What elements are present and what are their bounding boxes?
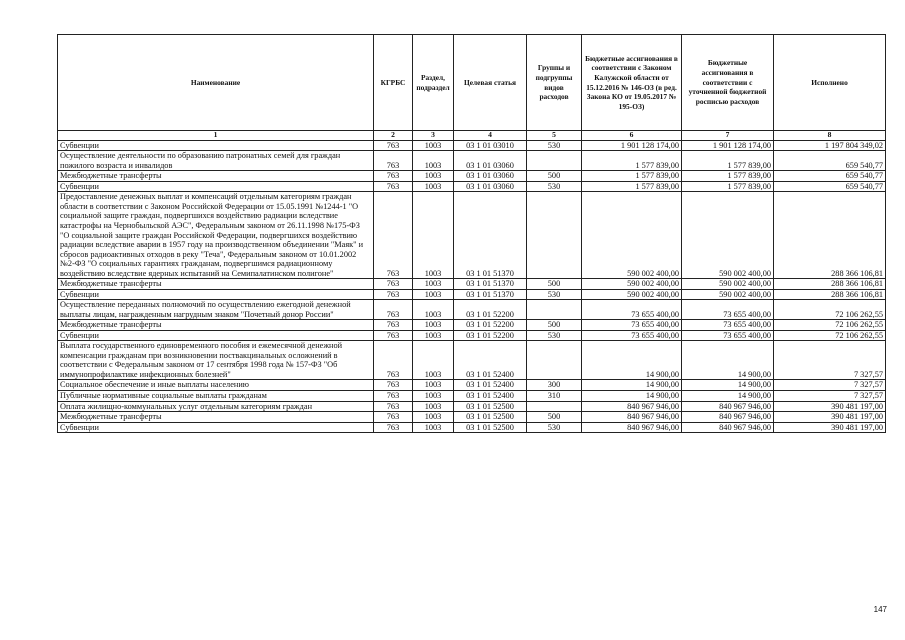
row-executed: 659 540,77 bbox=[774, 181, 886, 192]
row-section: 1003 bbox=[413, 401, 454, 412]
row-target-article: 03 1 01 52400 bbox=[454, 341, 527, 380]
row-kgrbs: 763 bbox=[374, 422, 413, 433]
row-section: 1003 bbox=[413, 289, 454, 300]
row-expense-group bbox=[527, 401, 582, 412]
table-row bbox=[58, 330, 886, 341]
row-target-article: 03 1 01 52500 bbox=[454, 412, 527, 423]
row-expense-group bbox=[527, 300, 582, 320]
row-target-article: 03 1 01 51370 bbox=[454, 279, 527, 290]
row-target-article: 03 1 01 52400 bbox=[454, 391, 527, 402]
row-expense-group: 500 bbox=[527, 279, 582, 290]
row-law-allocation: 73 655 400,00 bbox=[582, 330, 682, 341]
column-index: 2 bbox=[374, 131, 413, 141]
row-name: Субвенции bbox=[58, 330, 374, 341]
row-law-allocation: 840 967 946,00 bbox=[582, 412, 682, 423]
row-executed: 7 327,57 bbox=[774, 341, 886, 380]
row-executed: 390 481 197,00 bbox=[774, 401, 886, 412]
row-law-allocation: 14 900,00 bbox=[582, 380, 682, 391]
row-name: Осуществление переданных полномочий по осуществлению ежегодной денежной выплаты лицам, награжденным нагрудным знаком "Почетный донор России" bbox=[58, 300, 374, 320]
header-kgrbs: КГРБС bbox=[374, 35, 413, 131]
row-name: Публичные нормативные социальные выплаты гражданам bbox=[58, 391, 374, 402]
column-index: 3 bbox=[413, 131, 454, 141]
column-index: 4 bbox=[454, 131, 527, 141]
row-law-allocation: 14 900,00 bbox=[582, 391, 682, 402]
row-plan-allocation: 73 655 400,00 bbox=[682, 320, 774, 331]
row-executed: 288 366 106,81 bbox=[774, 289, 886, 300]
row-name: Оплата жилищно-коммунальных услуг отдельным категориям граждан bbox=[58, 401, 374, 412]
row-law-allocation: 1 577 839,00 bbox=[582, 151, 682, 171]
row-target-article: 03 1 01 03010 bbox=[454, 140, 527, 151]
row-executed: 288 366 106,81 bbox=[774, 279, 886, 290]
row-law-allocation: 14 900,00 bbox=[582, 341, 682, 380]
row-target-article: 03 1 01 52400 bbox=[454, 380, 527, 391]
row-name: Межбюджетные трансферты bbox=[58, 412, 374, 423]
table-body bbox=[58, 140, 886, 432]
row-executed: 390 481 197,00 bbox=[774, 412, 886, 423]
table-row bbox=[58, 341, 886, 380]
row-name: Выплата государственного единовременного пособия и ежемесячной денежной компенсации гражданам при возникновении поствакцинальных осложнений в соответствии с Федеральным законом от 17 сентября 1998 года № 157-ФЗ "Об иммунопрофилактике инфекционных болезней" bbox=[58, 341, 374, 380]
row-target-article: 03 1 01 52500 bbox=[454, 422, 527, 433]
row-target-article: 03 1 01 51370 bbox=[454, 192, 527, 279]
row-name: Межбюджетные трансферты bbox=[58, 279, 374, 290]
row-kgrbs: 763 bbox=[374, 412, 413, 423]
row-expense-group: 310 bbox=[527, 391, 582, 402]
row-kgrbs: 763 bbox=[374, 401, 413, 412]
row-expense-group: 500 bbox=[527, 412, 582, 423]
row-section: 1003 bbox=[413, 151, 454, 171]
row-section: 1003 bbox=[413, 380, 454, 391]
row-section: 1003 bbox=[413, 391, 454, 402]
row-expense-group: 530 bbox=[527, 330, 582, 341]
row-plan-allocation: 1 901 128 174,00 bbox=[682, 140, 774, 151]
header-plan-allocations: Бюджетные ассигнования в соответствии с уточненной бюджетной росписью расходов bbox=[682, 35, 774, 131]
row-law-allocation: 73 655 400,00 bbox=[582, 320, 682, 331]
budget-table bbox=[57, 34, 886, 433]
table-row bbox=[58, 412, 886, 423]
row-name: Предоставление денежных выплат и компенсаций отдельным категориям граждан области в соответствии с Законом Российской Федерации от 15.05.1991 №1244-1 "О социальной защите граждан, подвергшихся воздействию радиации вследствие катастрофы на Чернобыльской АЭС", Федеральным законом от 26.11.1998 №175-ФЗ "О социальной защите граждан Российской Федерации, подвергшихся воздействию радиации вследствие аварии в 1957 году на производственном объединении "Маяк" и сбросов радиоактивных отходов в реку "Теча", Федеральным законом от 10.01.2002 №2-ФЗ "О социальных гарантиях гражданам, подвергшимся радиационному воздействию вследствие ядерных испытаний на Семипалатинском полигоне" bbox=[58, 192, 374, 279]
row-section: 1003 bbox=[413, 330, 454, 341]
row-name: Субвенции bbox=[58, 181, 374, 192]
row-kgrbs: 763 bbox=[374, 181, 413, 192]
header-row bbox=[58, 35, 886, 131]
row-section: 1003 bbox=[413, 192, 454, 279]
row-executed: 390 481 197,00 bbox=[774, 422, 886, 433]
row-plan-allocation: 14 900,00 bbox=[682, 341, 774, 380]
row-target-article: 03 1 01 51370 bbox=[454, 289, 527, 300]
row-plan-allocation: 840 967 946,00 bbox=[682, 401, 774, 412]
row-plan-allocation: 1 577 839,00 bbox=[682, 181, 774, 192]
row-law-allocation: 590 002 400,00 bbox=[582, 289, 682, 300]
row-name: Субвенции bbox=[58, 422, 374, 433]
row-section: 1003 bbox=[413, 300, 454, 320]
row-executed: 72 106 262,55 bbox=[774, 330, 886, 341]
row-executed: 659 540,77 bbox=[774, 171, 886, 182]
header-name: Наименование bbox=[58, 35, 374, 131]
row-plan-allocation: 590 002 400,00 bbox=[682, 289, 774, 300]
header-section: Раздел, подраздел bbox=[413, 35, 454, 131]
table-row bbox=[58, 320, 886, 331]
row-section: 1003 bbox=[413, 412, 454, 423]
row-plan-allocation: 14 900,00 bbox=[682, 391, 774, 402]
page-number: 147 bbox=[873, 605, 887, 614]
row-law-allocation: 840 967 946,00 bbox=[582, 401, 682, 412]
row-plan-allocation: 840 967 946,00 bbox=[682, 422, 774, 433]
row-kgrbs: 763 bbox=[374, 171, 413, 182]
row-expense-group bbox=[527, 192, 582, 279]
row-plan-allocation: 590 002 400,00 bbox=[682, 192, 774, 279]
table-row bbox=[58, 140, 886, 151]
row-law-allocation: 1 577 839,00 bbox=[582, 171, 682, 182]
row-target-article: 03 1 01 52200 bbox=[454, 300, 527, 320]
row-target-article: 03 1 01 52200 bbox=[454, 330, 527, 341]
table-row bbox=[58, 289, 886, 300]
row-kgrbs: 763 bbox=[374, 380, 413, 391]
row-target-article: 03 1 01 03060 bbox=[454, 181, 527, 192]
column-index: 1 bbox=[58, 131, 374, 141]
row-plan-allocation: 840 967 946,00 bbox=[682, 412, 774, 423]
row-kgrbs: 763 bbox=[374, 289, 413, 300]
row-expense-group: 500 bbox=[527, 171, 582, 182]
row-section: 1003 bbox=[413, 171, 454, 182]
row-kgrbs: 763 bbox=[374, 391, 413, 402]
table-row bbox=[58, 300, 886, 320]
column-index: 7 bbox=[682, 131, 774, 141]
row-target-article: 03 1 01 03060 bbox=[454, 171, 527, 182]
row-plan-allocation: 590 002 400,00 bbox=[682, 279, 774, 290]
row-target-article: 03 1 01 52200 bbox=[454, 320, 527, 331]
row-name: Субвенции bbox=[58, 289, 374, 300]
table-row bbox=[58, 181, 886, 192]
row-section: 1003 bbox=[413, 320, 454, 331]
row-law-allocation: 590 002 400,00 bbox=[582, 279, 682, 290]
table-row bbox=[58, 171, 886, 182]
row-law-allocation: 840 967 946,00 bbox=[582, 422, 682, 433]
header-target-article: Целевая статья bbox=[454, 35, 527, 131]
row-plan-allocation: 73 655 400,00 bbox=[682, 300, 774, 320]
table-row bbox=[58, 391, 886, 402]
row-kgrbs: 763 bbox=[374, 341, 413, 380]
row-executed: 288 366 106,81 bbox=[774, 192, 886, 279]
row-name: Межбюджетные трансферты bbox=[58, 171, 374, 182]
row-section: 1003 bbox=[413, 422, 454, 433]
column-index: 5 bbox=[527, 131, 582, 141]
row-expense-group: 300 bbox=[527, 380, 582, 391]
row-law-allocation: 590 002 400,00 bbox=[582, 192, 682, 279]
row-kgrbs: 763 bbox=[374, 140, 413, 151]
row-name: Субвенции bbox=[58, 140, 374, 151]
row-executed: 1 197 804 349,02 bbox=[774, 140, 886, 151]
row-expense-group: 530 bbox=[527, 181, 582, 192]
table-row bbox=[58, 380, 886, 391]
row-executed: 72 106 262,55 bbox=[774, 320, 886, 331]
row-executed: 7 327,57 bbox=[774, 380, 886, 391]
header-law-allocations: Бюджетные ассигнования в соответствии с Законом Калужской области от 15.12.2016 № 146-ОЗ (в ред. Закона КО от 19.05.2017 № 195-ОЗ) bbox=[582, 35, 682, 131]
row-executed: 72 106 262,55 bbox=[774, 300, 886, 320]
row-law-allocation: 73 655 400,00 bbox=[582, 300, 682, 320]
table-row bbox=[58, 192, 886, 279]
row-plan-allocation: 1 577 839,00 bbox=[682, 151, 774, 171]
table-row bbox=[58, 422, 886, 433]
header-executed: Исполнено bbox=[774, 35, 886, 131]
table-row bbox=[58, 401, 886, 412]
row-kgrbs: 763 bbox=[374, 300, 413, 320]
row-expense-group: 530 bbox=[527, 422, 582, 433]
row-kgrbs: 763 bbox=[374, 320, 413, 331]
row-name: Межбюджетные трансферты bbox=[58, 320, 374, 331]
column-index-row bbox=[58, 131, 886, 141]
row-kgrbs: 763 bbox=[374, 192, 413, 279]
row-executed: 7 327,57 bbox=[774, 391, 886, 402]
row-plan-allocation: 1 577 839,00 bbox=[682, 171, 774, 182]
row-expense-group: 500 bbox=[527, 320, 582, 331]
row-section: 1003 bbox=[413, 279, 454, 290]
row-kgrbs: 763 bbox=[374, 279, 413, 290]
header-expense-group: Группы и подгруппы видов расходов bbox=[527, 35, 582, 131]
row-kgrbs: 763 bbox=[374, 151, 413, 171]
row-name: Социальное обеспечение и иные выплаты населению bbox=[58, 380, 374, 391]
row-expense-group bbox=[527, 151, 582, 171]
row-target-article: 03 1 01 03060 bbox=[454, 151, 527, 171]
table-row bbox=[58, 151, 886, 171]
table-row bbox=[58, 279, 886, 290]
row-section: 1003 bbox=[413, 140, 454, 151]
row-executed: 659 540,77 bbox=[774, 151, 886, 171]
row-law-allocation: 1 577 839,00 bbox=[582, 181, 682, 192]
row-expense-group: 530 bbox=[527, 289, 582, 300]
row-plan-allocation: 73 655 400,00 bbox=[682, 330, 774, 341]
column-index: 8 bbox=[774, 131, 886, 141]
row-section: 1003 bbox=[413, 181, 454, 192]
row-name: Осуществление деятельности по образованию патронатных семей для граждан пожилого возраста и инвалидов bbox=[58, 151, 374, 171]
row-target-article: 03 1 01 52500 bbox=[454, 401, 527, 412]
row-expense-group: 530 bbox=[527, 140, 582, 151]
column-index: 6 bbox=[582, 131, 682, 141]
row-law-allocation: 1 901 128 174,00 bbox=[582, 140, 682, 151]
row-section: 1003 bbox=[413, 341, 454, 380]
row-kgrbs: 763 bbox=[374, 330, 413, 341]
row-plan-allocation: 14 900,00 bbox=[682, 380, 774, 391]
row-expense-group bbox=[527, 341, 582, 380]
